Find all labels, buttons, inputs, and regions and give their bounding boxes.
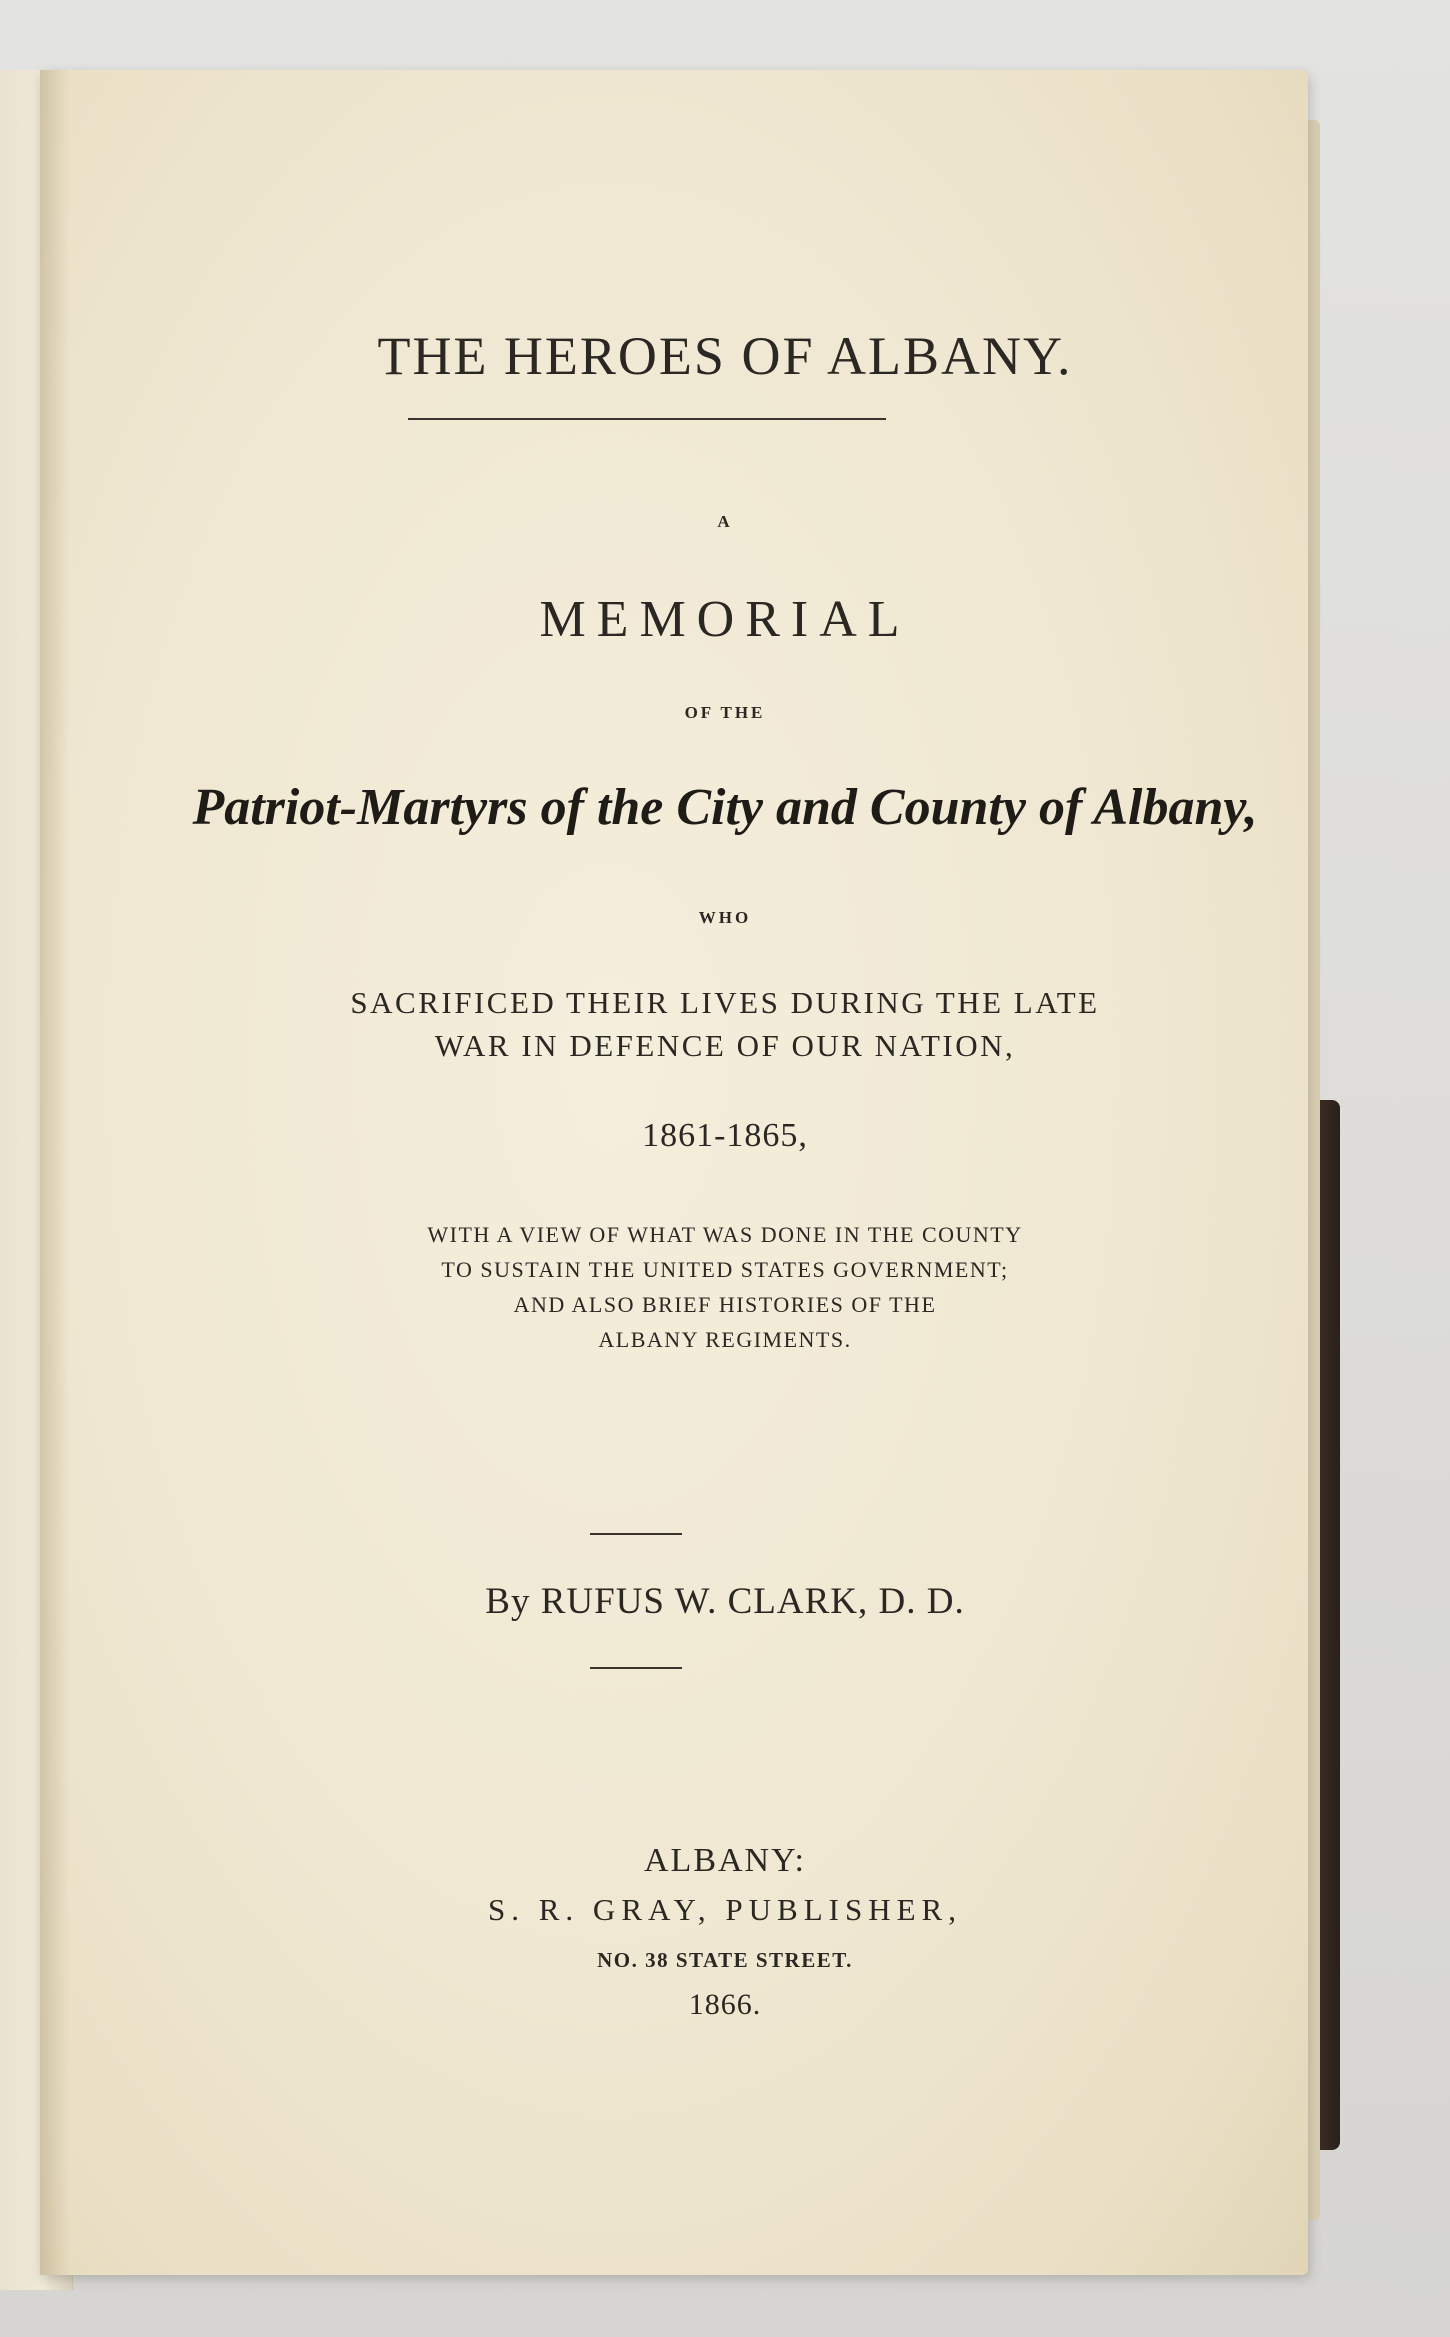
view-line-1: WITH A VIEW OF WHAT WAS DONE IN THE COUNTY [427,1222,1023,1247]
imprint-year: 1866. [688,1988,762,2021]
sacrificed-line-1: SACRIFICED THEIR LIVES DURING THE LATE [350,985,1100,1020]
title-page [40,70,1308,2275]
sacrificed-line-2: WAR IN DEFENCE OF OUR NATION, [434,1028,1016,1063]
view-line-4: ALBANY REGIMENTS. [598,1327,852,1352]
who-label: WHO [698,908,752,927]
of-the-label: OF THE [684,703,766,722]
title-rule [408,418,886,420]
page-gutter-shadow [40,70,70,2275]
author-rule-bottom [590,1667,682,1669]
memorial-heading: MEMORIAL [539,591,911,648]
imprint-city: ALBANY: [644,1842,806,1879]
view-line-3: AND ALSO BRIEF HISTORIES OF THE [513,1292,937,1317]
imprint-publisher: S. R. GRAY, PUBLISHER, [488,1892,962,1927]
author-line: By RUFUS W. CLARK, D. D. [485,1581,965,1622]
book-title: THE HEROES OF ALBANY. [377,326,1073,386]
view-line-2: TO SUSTAIN THE UNITED STATES GOVERNMENT; [441,1257,1009,1282]
war-years: 1861-1865, [642,1117,808,1154]
article-a: A [717,512,733,531]
imprint-address: NO. 38 STATE STREET. [597,1948,853,1972]
subject-blackletter: Patriot-Martyrs of the City and County of Albany, [192,779,1258,836]
author-rule-top [590,1533,682,1535]
